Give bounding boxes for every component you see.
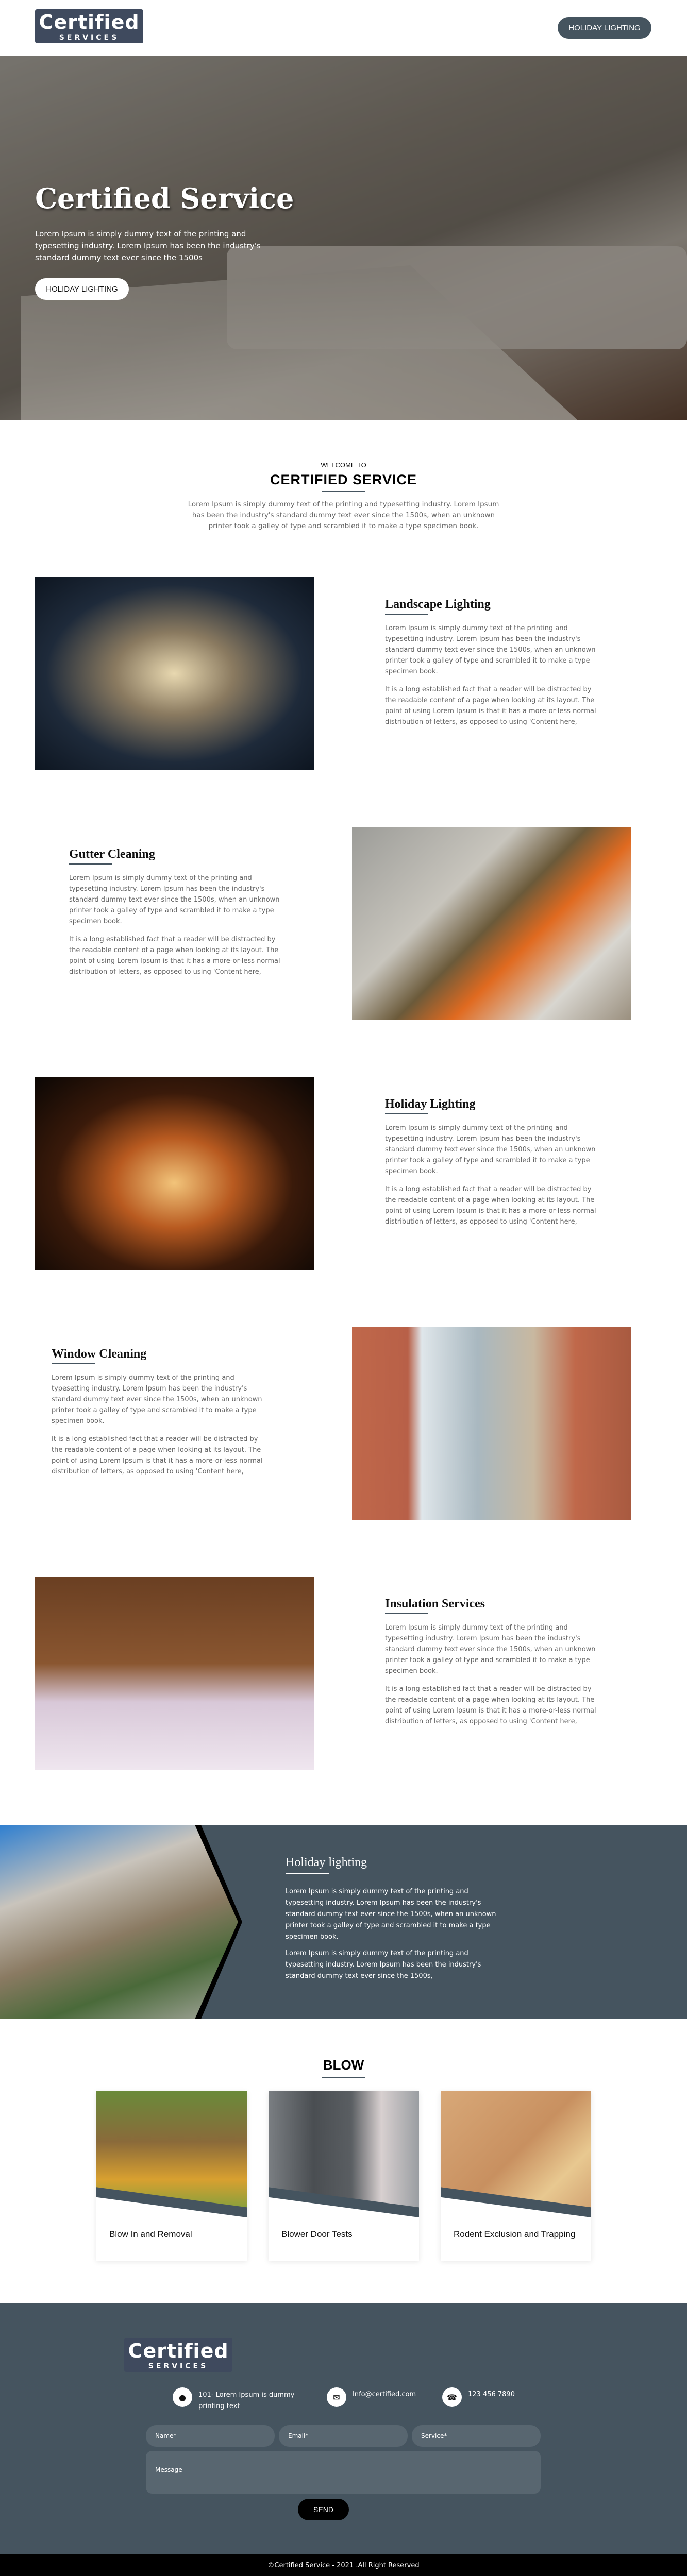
blow-card[interactable] [269,2091,419,2261]
service-text: Lorem Ipsum is simply dummy text of the printing and typesetting industry. Lorem Ipsum has been the industry's standard dummy text ever since the 1500s, when an unknown printer took a galley of type and scrambled it to make a type specimen book. [385,624,596,675]
service-text: Lorem Ipsum is simply dummy text of the printing and typesetting industry. Lorem Ipsum has been the industry's standard dummy text ever since the 1500s, when an unknown printer took a galley of type and scrambled it to make a type specimen book. [69,874,280,925]
welcome-kicker: WELCOME TO [321,461,366,469]
name-input[interactable]: Name* [146,2425,275,2447]
service-title: Window Cleaning [52,1347,147,1361]
card-label: Rodent Exclusion and Trapping [454,2229,576,2239]
message-textarea[interactable]: Message [146,2451,541,2494]
service-text: It is a long established fact that a reader will be distracted by the readable content of a page when looking at its layout. The point of using Lorem Ipsum is that it has a more-or-less normal distribution of letters, as opposed to using 'Content here, [385,1185,596,1226]
service-title: Gutter Cleaning [69,848,155,861]
hero-holiday-lighting-button[interactable]: HOLIDAY LIGHTING [35,278,129,300]
service-title: Holiday Lighting [385,1097,476,1111]
blow-card[interactable] [96,2091,247,2261]
contact-address [173,2387,301,2412]
service-gutter-cleaning [69,848,286,977]
hero-section [0,56,687,420]
service-landscape-lighting [385,598,601,727]
copyright-bar [0,2554,687,2576]
service-input[interactable]: Service* [412,2425,541,2447]
phone-icon: ☎ [442,2387,462,2407]
card-label: Blow In and Removal [109,2229,192,2239]
location-pin-icon: ● [173,2387,192,2407]
nav-holiday-lighting-button[interactable]: HOLIDAY LIGHTING [558,17,651,39]
service-image-insulation [35,1577,314,1770]
service-image-gutter-cleaning [352,827,631,1020]
service-text: Lorem Ipsum is simply dummy text of the printing and typesetting industry. Lorem Ipsum has been the industry's standard dummy text ever since the 1500s, when an unknown printer took a galley of type and scrambled it to make a type specimen book. [385,1124,596,1175]
card-label: Blower Door Tests [281,2229,353,2239]
service-image-landscape-lighting [35,577,314,770]
send-button[interactable]: SEND [298,2499,349,2520]
service-holiday-lighting [385,1097,601,1227]
banner-text: Lorem Ipsum is simply dummy text of the printing and typesetting industry. Lorem Ipsum has been the industry's standard dummy text ever since the 1500s, [286,1950,481,1980]
footer [0,2303,687,2554]
service-text: Lorem Ipsum is simply dummy text of the printing and typesetting industry. Lorem Ipsum has been the industry's standard dummy text ever since the 1500s, when an unknown printer took a galley of type and scrambled it to make a type specimen book. [385,1624,596,1675]
envelope-icon: ✉ [327,2387,346,2407]
service-text: It is a long established fact that a reader will be distracted by the readable content of a page when looking at its layout. The point of using Lorem Ipsum is that it has a more-or-less normal distribution of letters, as opposed to using 'Content here, [52,1435,263,1476]
logo-text: Certified [39,11,140,33]
email-input[interactable]: Email* [279,2425,408,2447]
blow-title: BLOW [323,2057,364,2073]
welcome-title: CERTIFIED SERVICE [270,472,417,487]
contact-phone[interactable] [442,2387,515,2407]
logo-subtext: SERVICES [148,2362,209,2370]
banner-title: Holiday lighting [286,1856,367,1869]
footer-logo[interactable] [124,2338,232,2372]
welcome-underline [322,491,365,492]
banner-text: Lorem Ipsum is simply dummy text of the printing and typesetting industry. Lorem Ipsum has been the industry's standard dummy text ever since the 1500s, when an unknown printer took a galley of type and scrambled it to make a type specimen book. [286,1888,496,1941]
service-image-window-cleaning [352,1327,631,1520]
service-text: It is a long established fact that a reader will be distracted by the readable content of a page when looking at its layout. The point of using Lorem Ipsum is that it has a more-or-less normal distribution of letters, as opposed to using 'Content here, [385,1685,596,1725]
service-text: It is a long established fact that a reader will be distracted by the readable content of a page when looking at its layout. The point of using Lorem Ipsum is that it has a more-or-less normal distribution of letters, as opposed to using 'Content here, [385,686,596,726]
holiday-banner [0,1825,687,2019]
phone-text[interactable]: 123 456 7890 [468,2391,515,2398]
copyright-text: ©Certified Service - 2021 .All Right Reserved [267,2561,420,2569]
logo[interactable] [35,9,143,43]
service-window-cleaning [52,1347,268,1477]
logo-text: Certified [128,2340,229,2362]
contact-email[interactable] [327,2387,416,2407]
logo-subtext: SERVICES [59,33,120,42]
service-text: Lorem Ipsum is simply dummy text of the printing and typesetting industry. Lorem Ipsum has been the industry's standard dummy text ever since the 1500s, when an unknown printer took a galley of type and scrambled it to make a type specimen book. [52,1374,262,1425]
welcome-text: Lorem Ipsum is simply dummy text of the printing and typesetting industry. Lorem Ipsum has been the industry's standard dummy text ever since the 1500s, when an unknown printer took a galley of type and scrambled it to make a type specimen book. [188,500,499,530]
service-title: Landscape Lighting [385,598,491,611]
service-title: Insulation Services [385,1597,485,1611]
address-text: 101- Lorem Ipsum is dummy printing text [198,2391,295,2410]
service-insulation [385,1597,601,1727]
service-text: It is a long established fact that a reader will be distracted by the readable content of a page when looking at its layout. The point of using Lorem Ipsum is that it has a more-or-less normal distribution of letters, as opposed to using 'Content here, [69,936,280,976]
service-image-holiday-lighting [35,1077,314,1270]
welcome-section [0,461,687,532]
hero-title: Certified Service [35,182,294,215]
blow-card[interactable] [441,2091,591,2261]
email-text[interactable]: Info@certified.com [353,2391,416,2398]
hero-text: Lorem Ipsum is simply dummy text of the printing and typesetting industry. Lorem Ipsum has been the industry's standard dummy text ever since the 1500s [35,229,261,262]
